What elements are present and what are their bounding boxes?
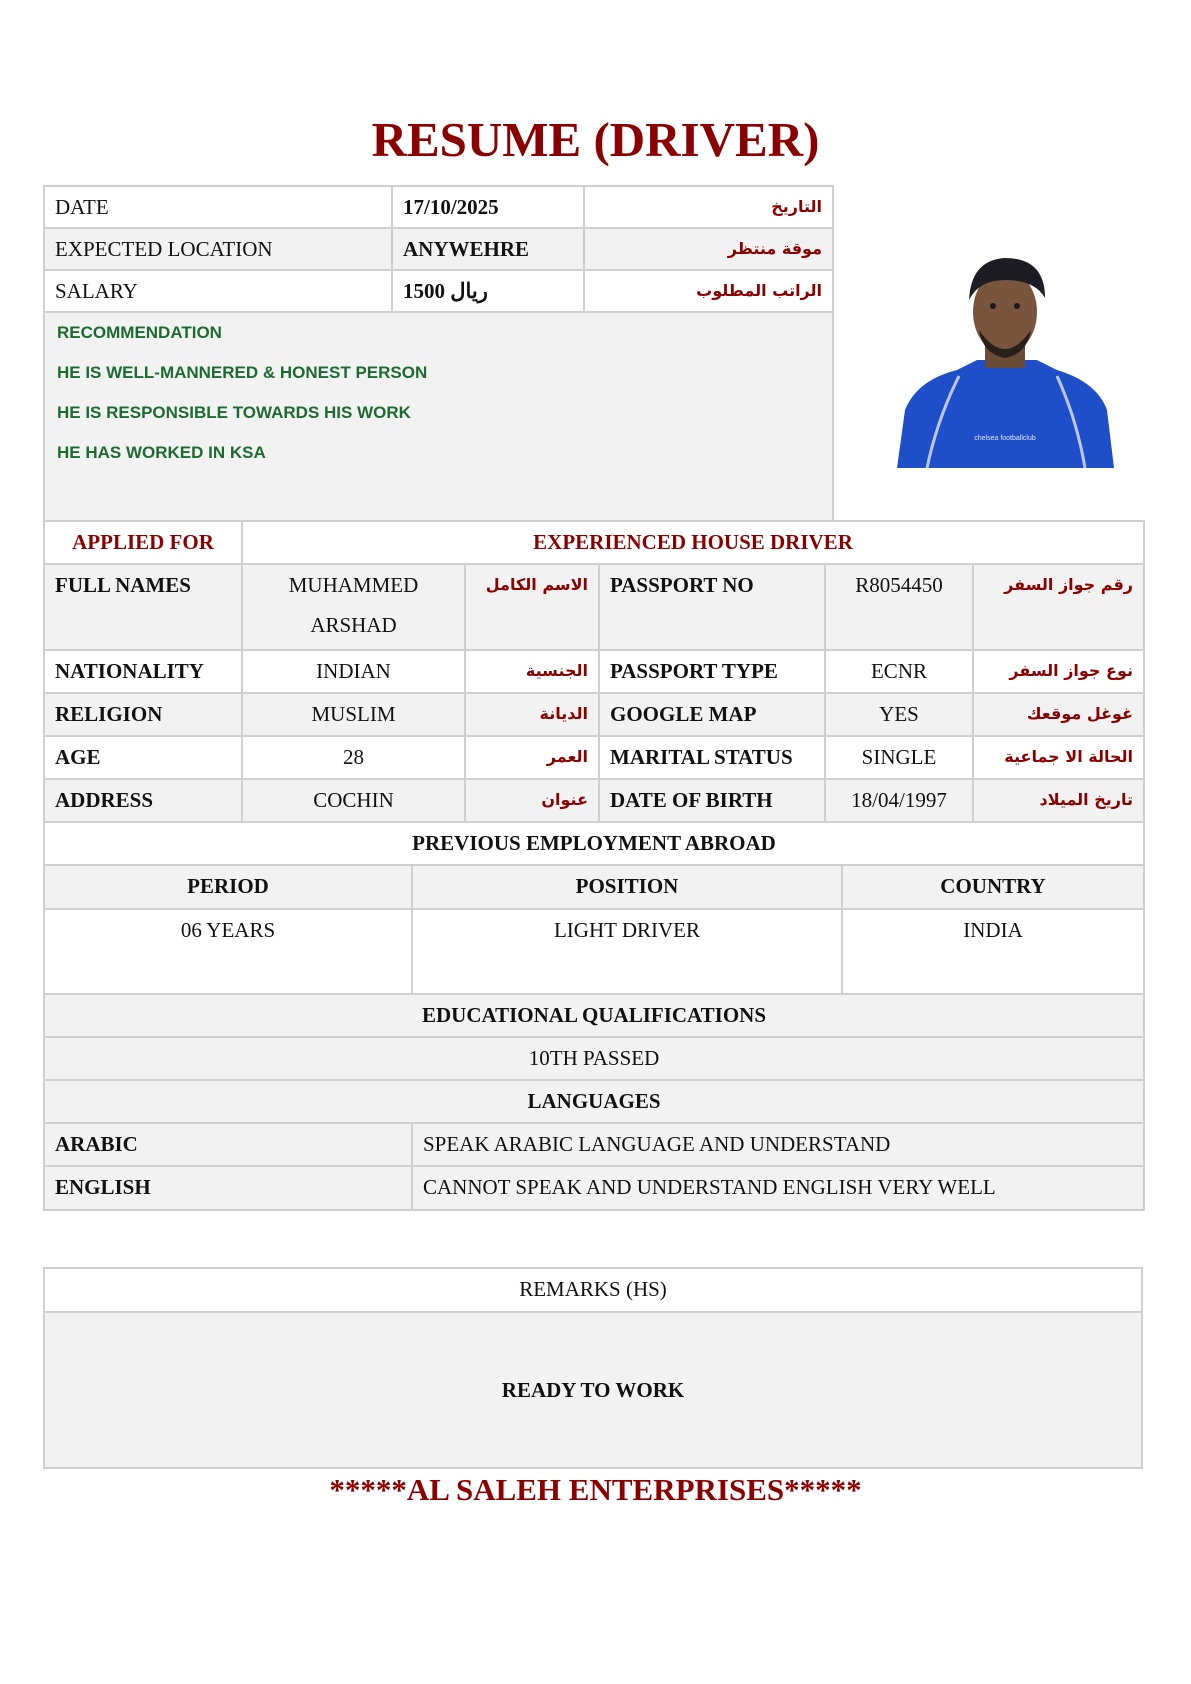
remarks-heading-row <box>44 1268 1142 1312</box>
applied-for-label: APPLIED FOR <box>44 521 242 564</box>
employment-heading: PREVIOUS EMPLOYMENT ABROAD <box>44 822 1144 865</box>
language-row <box>44 1123 1144 1166</box>
salary-arabic-label: الراتب المطلوب <box>584 270 833 312</box>
language-name: ENGLISH <box>44 1166 412 1210</box>
language-name: ARABIC <box>44 1123 412 1166</box>
employment-row <box>44 909 1144 994</box>
detail-row <box>44 693 1144 736</box>
date-of-birth-label: DATE OF BIRTH <box>599 779 825 822</box>
location-arabic-label: موقة منتظر <box>584 228 833 270</box>
passport-type-value: ECNR <box>825 650 973 693</box>
recommendation-heading: RECOMMENDATION <box>57 323 222 342</box>
remarks-value-row <box>44 1312 1142 1468</box>
remarks-table <box>43 1267 1143 1469</box>
age-arabic-label: العمر <box>465 736 599 779</box>
remarks-heading: REMARKS (HS) <box>44 1268 1142 1312</box>
column-header-position: POSITION <box>412 865 842 909</box>
employment-heading-row <box>44 822 1144 865</box>
column-header-country: COUNTRY <box>842 865 1144 909</box>
salary-label: SALARY <box>44 270 392 312</box>
detail-row <box>44 564 1144 650</box>
summary-row-location <box>44 228 833 270</box>
google-map-arabic-label: غوغل موقعك <box>973 693 1144 736</box>
employment-position: LIGHT DRIVER <box>412 909 842 994</box>
google-map-value: YES <box>825 693 973 736</box>
location-value: ANYWEHRE <box>392 228 584 270</box>
education-heading-row <box>44 994 1144 1037</box>
location-label: EXPECTED LOCATION <box>44 228 392 270</box>
recommendation-block <box>44 312 833 528</box>
language-level: SPEAK ARABIC LANGUAGE AND UNDERSTAND <box>412 1123 1144 1166</box>
religion-arabic-label: الديانة <box>465 693 599 736</box>
passport-no-label: PASSPORT NO <box>599 564 825 650</box>
employment-country: INDIA <box>842 909 1144 994</box>
education-value: 10TH PASSED <box>44 1037 1144 1080</box>
summary-row-salary <box>44 270 833 312</box>
person-photo-icon <box>897 250 1114 468</box>
languages-heading: LANGUAGES <box>44 1080 1144 1123</box>
page-title: RESUME (DRIVER) <box>371 112 820 167</box>
religion-value: MUSLIM <box>242 693 465 736</box>
recommendation-line: HE IS WELL-MANNERED & HONEST PERSON <box>57 363 428 382</box>
marital-status-arabic-label: الحالة الا جماعية <box>973 736 1144 779</box>
date-arabic-label: التاريخ <box>584 186 833 228</box>
google-map-label: GOOGLE MAP <box>599 693 825 736</box>
detail-row <box>44 736 1144 779</box>
applied-for-row <box>44 521 1144 564</box>
remarks-value: READY TO WORK <box>44 1312 1142 1468</box>
nationality-label: NATIONALITY <box>44 650 242 693</box>
age-value: 28 <box>242 736 465 779</box>
language-level: CANNOT SPEAK AND UNDERSTAND ENGLISH VERY WELL <box>412 1166 1144 1210</box>
summary-table <box>43 185 834 529</box>
applied-for-value: EXPERIENCED HOUSE DRIVER <box>242 521 1144 564</box>
marital-status-value: SINGLE <box>825 736 973 779</box>
nationality-arabic-label: الجنسية <box>465 650 599 693</box>
passport-no-arabic-label: رقم جواز السفر <box>973 564 1144 650</box>
personal-details-table <box>43 520 1145 823</box>
date-of-birth-arabic-label: تاريخ الميلاد <box>973 779 1144 822</box>
nationality-value: INDIAN <box>242 650 465 693</box>
employment-header-row <box>44 865 1144 909</box>
address-value: COCHIN <box>242 779 465 822</box>
language-row <box>44 1166 1144 1210</box>
date-label: DATE <box>44 186 392 228</box>
marital-status-label: MARITAL STATUS <box>599 736 825 779</box>
detail-row <box>44 650 1144 693</box>
summary-row-date <box>44 186 833 228</box>
languages-heading-row <box>44 1080 1144 1123</box>
address-label: ADDRESS <box>44 779 242 822</box>
salary-value: 1500 ريال <box>392 270 584 312</box>
age-label: AGE <box>44 736 242 779</box>
column-header-period: PERIOD <box>44 865 412 909</box>
education-value-row <box>44 1037 1144 1080</box>
passport-no-value: R8054450 <box>825 564 973 650</box>
detail-row <box>44 779 1144 822</box>
full-names-arabic-label: الاسم الكامل <box>465 564 599 650</box>
employment-period: 06 YEARS <box>44 909 412 994</box>
date-of-birth-value: 18/04/1997 <box>825 779 973 822</box>
recommendation-line: HE HAS WORKED IN KSA <box>57 443 266 462</box>
recommendation-line: HE IS RESPONSIBLE TOWARDS HIS WORK <box>57 403 411 422</box>
passport-type-arabic-label: نوع جواز السفر <box>973 650 1144 693</box>
full-names-label: FULL NAMES <box>44 564 242 650</box>
religion-label: RELIGION <box>44 693 242 736</box>
history-table <box>43 821 1145 1211</box>
shirt-text: chelsea footballclub <box>974 435 1036 442</box>
company-footer: *****AL SALEH ENTERPRISES***** <box>329 1472 862 1507</box>
date-value: 17/10/2025 <box>392 186 584 228</box>
address-arabic-label: عنوان <box>465 779 599 822</box>
passport-type-label: PASSPORT TYPE <box>599 650 825 693</box>
education-heading: EDUCATIONAL QUALIFICATIONS <box>44 994 1144 1037</box>
full-names-value: MUHAMMED ARSHAD <box>242 564 465 650</box>
candidate-photo <box>897 250 1114 468</box>
